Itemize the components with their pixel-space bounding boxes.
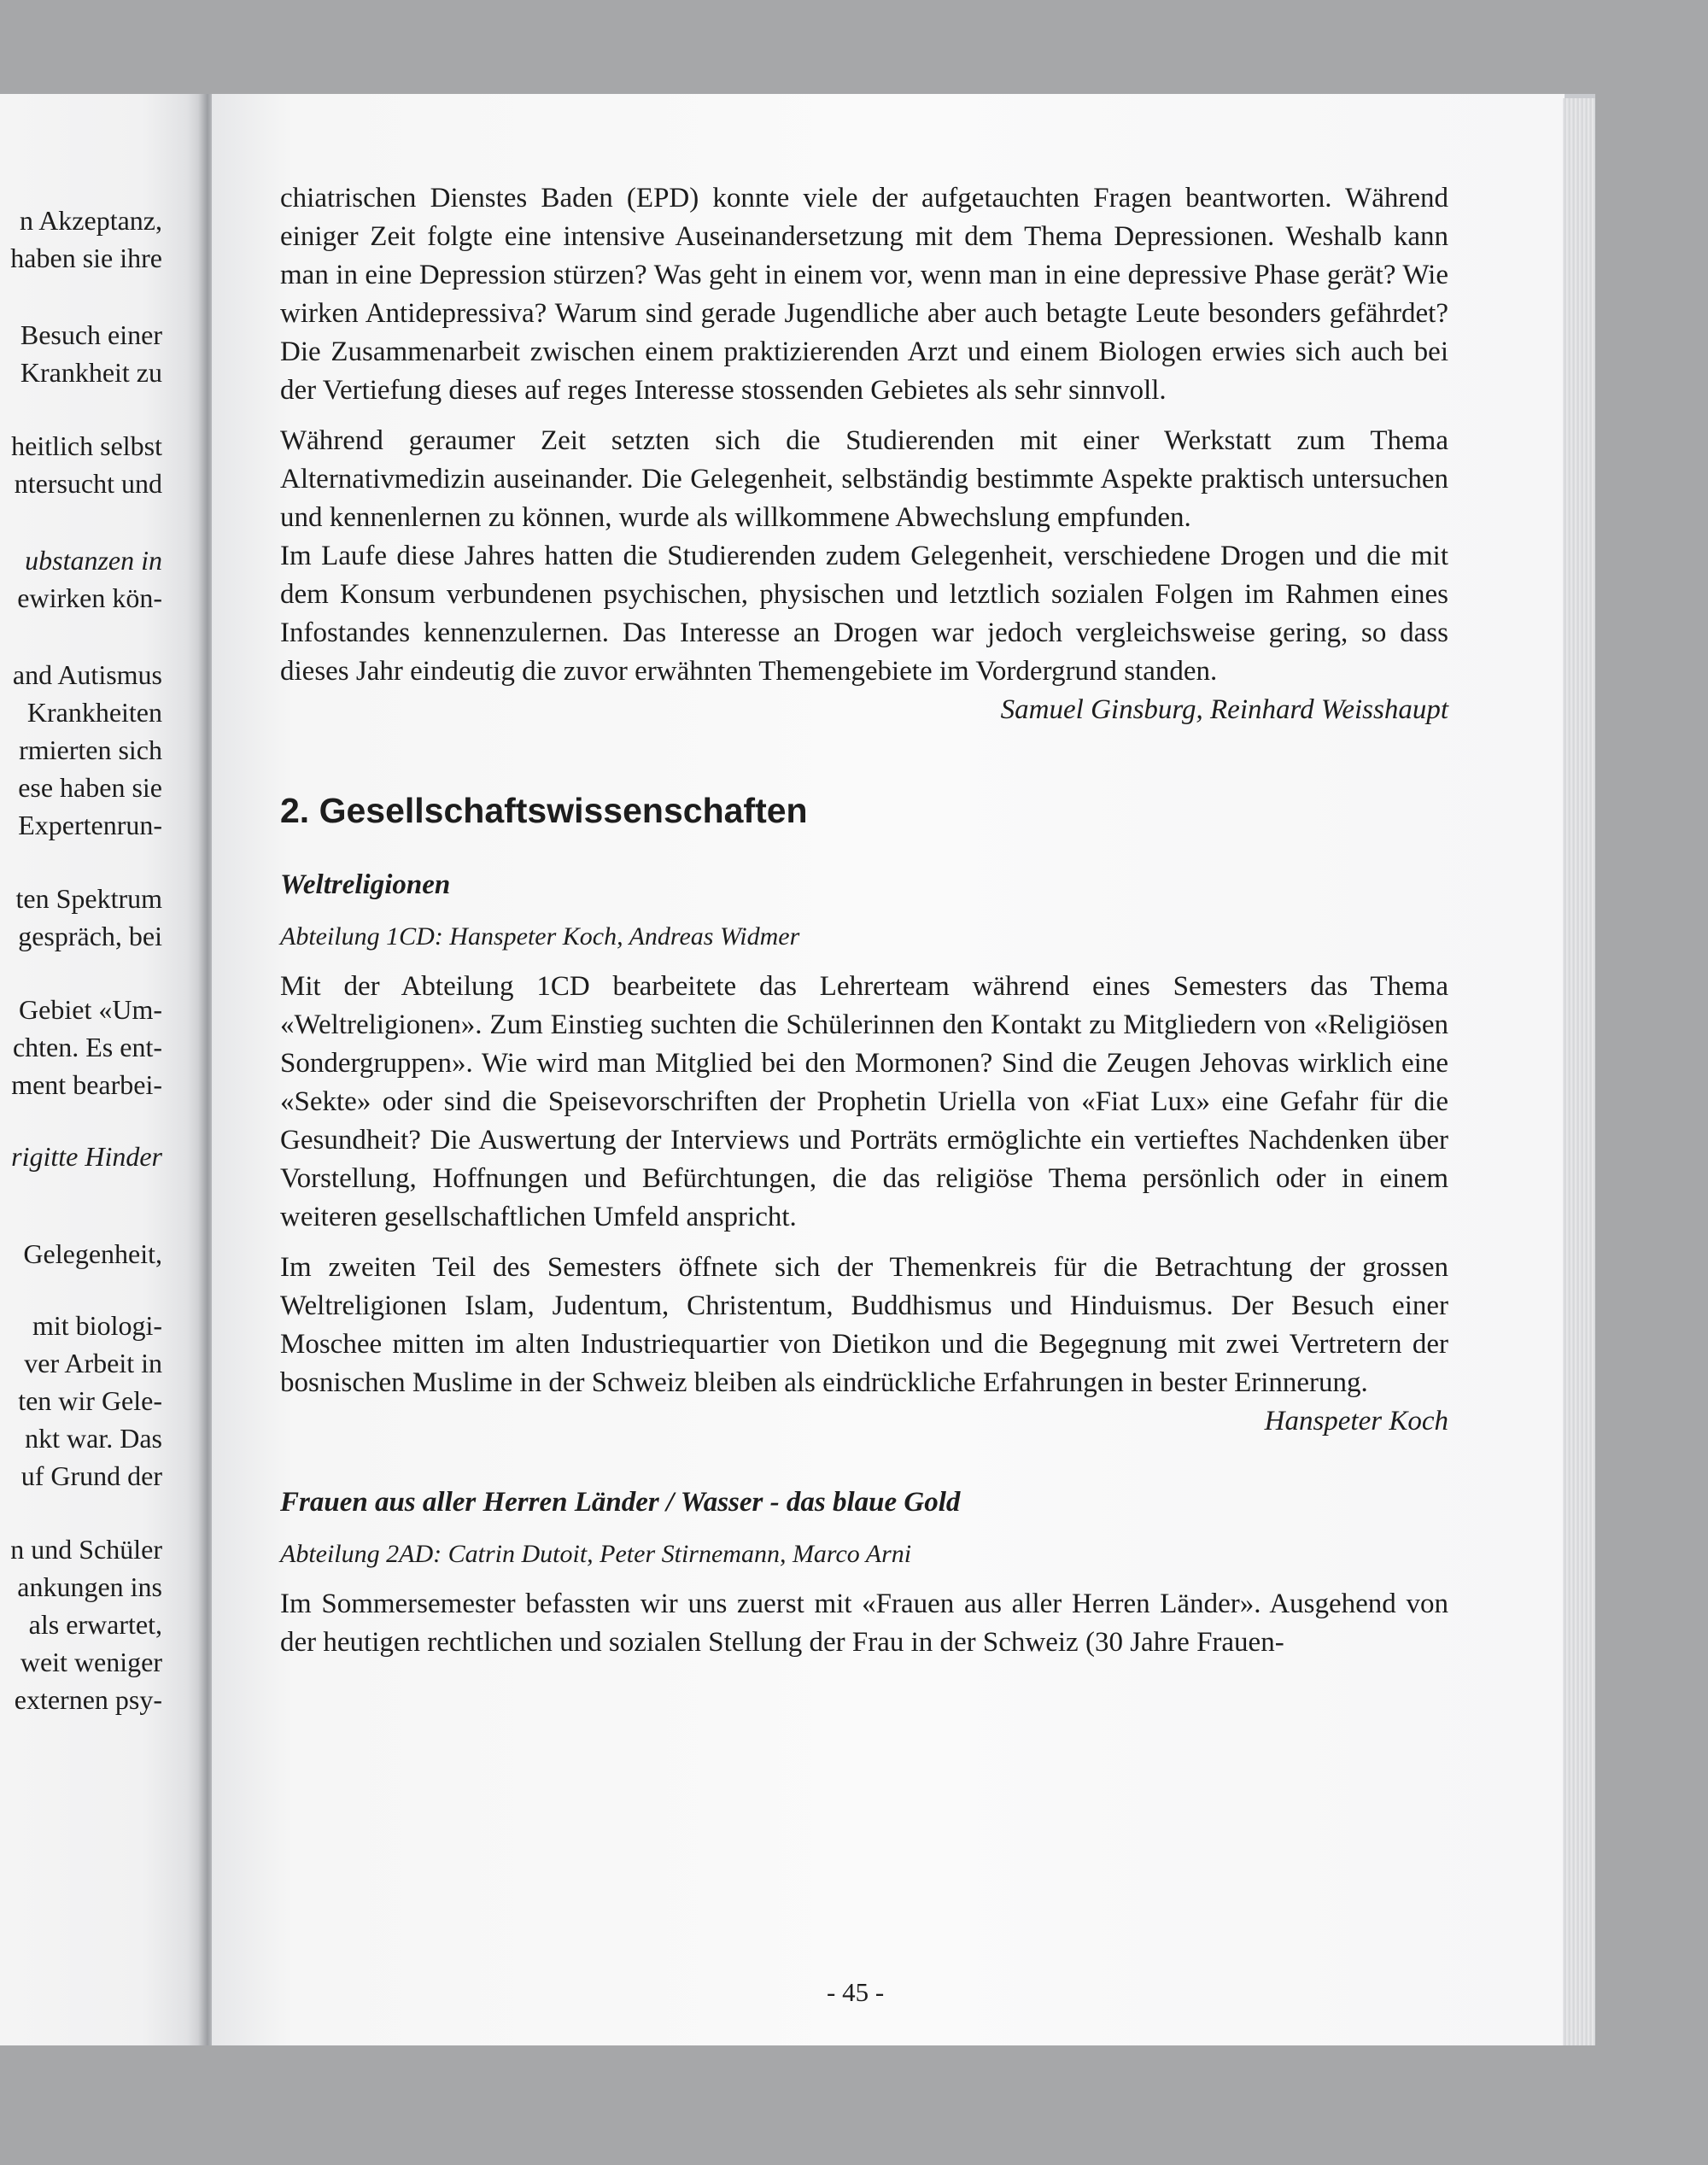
- left-page-line: ment bearbei-: [11, 1069, 162, 1100]
- left-page-line: ewirken kön-: [17, 582, 162, 613]
- left-page-line: Gebiet «Um-: [19, 994, 162, 1025]
- left-page-line: Expertenrun-: [18, 810, 162, 840]
- left-page-line: uf Grund der: [20, 1460, 162, 1491]
- left-page-line: gespräch, bei: [18, 921, 162, 951]
- frauen-paragraph-1: Im Sommersemester befassten wir uns zuerst mit «Frauen aus aller Herren Länder». Ausgehend von der heutigen rechtlichen und sozialen Stellung der Frau in der Schweiz (30 Jahre Frauen-: [280, 1589, 1448, 1658]
- left-page-line: chten. Es ent-: [12, 1032, 162, 1062]
- page-number: - 45 -: [827, 1977, 885, 2007]
- left-page-line: haben sie ihre: [10, 243, 162, 273]
- left-page-line: ankungen ins: [17, 1571, 162, 1602]
- left-page-line: weit weniger: [20, 1647, 162, 1677]
- intro-paragraph-1: chiatrischen Dienstes Baden (EPD) konnte viele der aufgetauchten Fragen beantworten. Während einiger Zeit folgte eine intensive Auseinandersetzung mit dem Thema Depressionen. Weshalb kann man in eine Depression stürzen? Was geht in einem vor, wenn man in eine depressive Phase gerät? Wie wirken Antidepressiva? Warum sind gerade Jugendliche aber auch betagte Leute besonders gefährdet? Die Zusammenarbeit zwischen einem praktizierenden Arzt und einem Biologen erwies sich auch bei der Vertiefung dieses auf reges Interesse stossenden Gebietes als sehr sinnvoll.: [280, 183, 1448, 406]
- intro-paragraph-3: Im Laufe diese Jahres hatten die Studierenden zudem Gelegenheit, verschiedene Drogen und die mit dem Konsum verbundenen psychischen, physischen und letztlich sozialen Folgen im Rahmen eines Infostandes kennenzulernen. Das Interesse an Drogen war jedoch vergleichsweise gering, so dass dieses Jahr eindeutig die zuvor erwähnten Themengebiete im Vordergrund standen.: [280, 541, 1448, 687]
- frauen-department: Abteilung 2AD: Catrin Dutoit, Peter Stirnemann, Marco Arni: [280, 1540, 912, 1568]
- weltreligionen-paragraph-2: Im zweiten Teil des Semesters öffnete sich der Themenkreis für die Betrachtung der grossen Weltreligionen Islam, Judentum, Christentum, Buddhismus und Hinduismus. Der Besuch einer Moschee mitten im alten Industriequartier von Dietikon und die Begegnung mit zwei Vertretern der bosnischen Muslime in der Schweiz bleiben als eindrückliche Erfahrungen in bester Erinnerung.: [280, 1252, 1448, 1398]
- page-content: [280, 179, 1448, 1662]
- left-page-line: rmierten sich: [19, 734, 162, 765]
- left-page-line: Krankheiten: [26, 697, 162, 728]
- left-page-line: externen psy-: [14, 1684, 162, 1715]
- left-page-line: n und Schüler: [10, 1534, 162, 1565]
- left-page-line: ese haben sie: [18, 772, 162, 803]
- weltreligionen-department: Abteilung 1CD: Hanspeter Koch, Andreas Widmer: [280, 922, 800, 951]
- left-page-line: ver Arbeit in: [24, 1348, 162, 1378]
- left-page-line: ten wir Gele-: [18, 1385, 162, 1416]
- page-edges: [1563, 98, 1595, 2045]
- left-page-line: and Autismus: [12, 659, 162, 690]
- left-page-line: als erwartet,: [28, 1609, 162, 1640]
- left-page-line: Besuch einer: [20, 319, 162, 350]
- left-page-line: ubstanzen in: [25, 545, 162, 576]
- left-page-line: rigitte Hinder: [11, 1141, 162, 1172]
- weltreligionen-signature: Hanspeter Koch: [1264, 1406, 1448, 1437]
- weltreligionen-paragraph-1: Mit der Abteilung 1CD bearbeitete das Lehrerteam während eines Semesters das Thema «Weltreligionen». Zum Einstieg suchten die Schülerinnen den Kontakt zu Mitgliedern von «Religiösen Sondergruppen». Wie wird man Mitglied bei den Mormonen? Sind die Zeugen Jehovas wirklich eine «Sekte» oder sind die Speisevorschriften der Prophetin Uriella von «Fiat Lux» eine Gefahr für die Gesundheit? Die Auswertung der Interviews und Porträts ermöglichte ein vertieftes Nachdenken über Vorstellung, Hoffnungen und Befürchtungen, die das religiöse Thema persönlich oder in einem weiteren gesellschaftlichen Umfeld anspricht.: [280, 971, 1448, 1232]
- left-page-line: Gelegenheit,: [23, 1238, 162, 1269]
- left-page-line: ten Spektrum: [15, 883, 162, 914]
- previous-page-fragment: [0, 94, 203, 2045]
- section-title: 2. Gesellschaftswissenschaften: [280, 791, 808, 830]
- left-page-line: mit biologi-: [32, 1310, 162, 1341]
- intro-signature: Samuel Ginsburg, Reinhard Weisshaupt: [1000, 694, 1448, 725]
- weltreligionen-title: Weltreligionen: [280, 869, 451, 900]
- left-page-line: Krankheit zu: [20, 357, 162, 388]
- intro-paragraph-2: Während geraumer Zeit setzten sich die Studierenden mit einer Werkstatt zum Thema Alternativmedizin auseinander. Die Gelegenheit, selbständig bestimmte Aspekte praktisch untersuchen und kennenlernen zu können, wurde als willkommene Abwechslung empfunden.: [280, 425, 1448, 533]
- left-page-line: heitlich selbst: [11, 430, 162, 461]
- frauen-title: Frauen aus aller Herren Länder / Wasser - das blaue Gold: [280, 1487, 961, 1518]
- left-page-line: n Akzeptanz,: [19, 205, 162, 236]
- left-page-line: ntersucht und: [14, 468, 162, 499]
- left-page-line: nkt war. Das: [25, 1423, 162, 1454]
